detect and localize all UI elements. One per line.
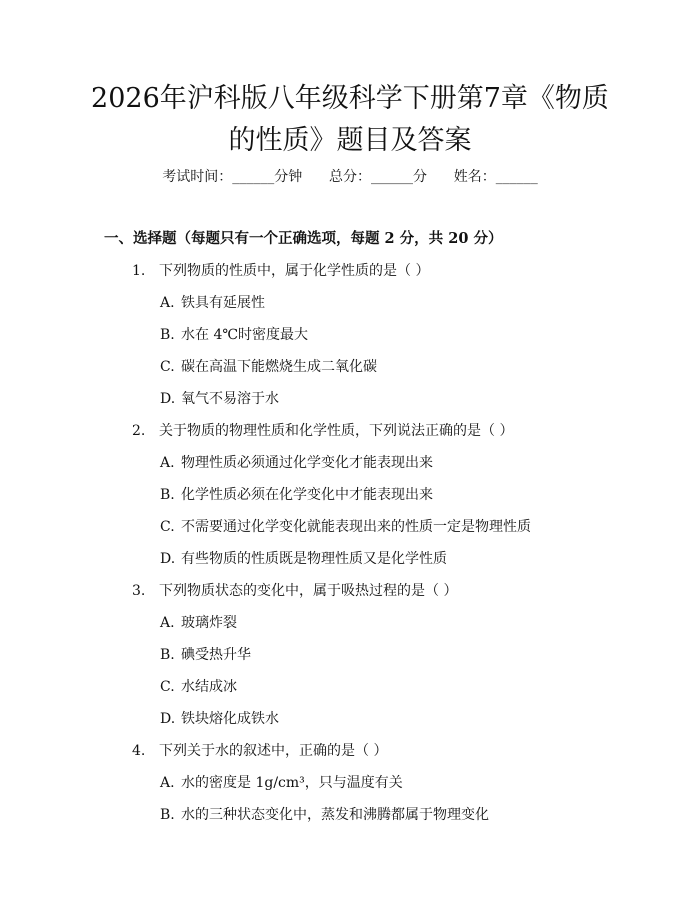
question-text: 下列关于水的叙述中，正确的是（ ） [159, 743, 388, 759]
option-text: 水的密度是 1g/cm³，只与温度有关 [181, 775, 403, 791]
option-1d [160, 389, 279, 409]
option-text: 碳在高温下能燃烧生成二氧化碳 [181, 359, 377, 375]
option-letter: B. [160, 487, 175, 503]
question-number: 1. [132, 263, 146, 279]
option-letter: C. [160, 519, 175, 535]
question-number: 3. [132, 583, 146, 599]
question-2 [132, 421, 513, 441]
question-4 [132, 741, 387, 761]
option-letter: C. [160, 359, 175, 375]
option-text: 铁具有延展性 [181, 295, 265, 311]
option-letter: B. [160, 807, 175, 823]
option-text: 有些物质的性质既是物理性质又是化学性质 [181, 551, 447, 567]
option-1a [160, 293, 265, 313]
option-letter: B. [160, 647, 175, 663]
option-text: 铁块熔化成铁水 [181, 711, 279, 727]
option-letter: A. [160, 455, 175, 471]
option-text: 不需要通过化学变化就能表现出来的性质一定是物理性质 [181, 519, 531, 535]
section-title: 一、选择题（每题只有一个正确选项，每题 2 分，共 20 分） [104, 230, 503, 247]
option-2b [160, 485, 433, 505]
option-3c [160, 677, 237, 697]
option-letter: A. [160, 775, 175, 791]
option-3d [160, 709, 279, 729]
option-4a [160, 773, 403, 793]
option-text: 碘受热升华 [181, 647, 251, 663]
option-1c [160, 357, 377, 377]
option-2d [160, 549, 447, 569]
option-letter: B. [160, 327, 175, 343]
option-letter: D. [160, 551, 176, 567]
option-3a [160, 613, 237, 633]
option-letter: D. [160, 391, 176, 407]
question-3 [132, 581, 457, 601]
question-text: 关于物质的物理性质和化学性质，下列说法正确的是（ ） [159, 423, 514, 439]
exam-meta-line: 考试时间：______分钟 总分：______分 姓名：______ [162, 169, 538, 185]
question-number: 4. [132, 743, 146, 759]
option-text: 水在 4℃时密度最大 [181, 327, 309, 343]
question-number: 2. [132, 423, 146, 439]
option-text: 水的三种状态变化中，蒸发和沸腾都属于物理变化 [181, 807, 489, 823]
title-line-2: 的性质》题目及答案 [228, 125, 472, 156]
question-text: 下列物质的性质中，属于化学性质的是（ ） [159, 263, 430, 279]
option-text: 水结成冰 [181, 679, 237, 695]
option-4b [160, 805, 489, 825]
option-2c [160, 517, 531, 537]
option-letter: A. [160, 295, 175, 311]
option-3b [160, 645, 251, 665]
option-text: 玻璃炸裂 [181, 615, 237, 631]
option-letter: D. [160, 711, 176, 727]
option-text: 化学性质必须在化学变化中才能表现出来 [181, 487, 433, 503]
title-line-1: 2026年沪科版八年级科学下册第7章《物质 [91, 83, 609, 114]
option-text: 物理性质必须通过化学变化才能表现出来 [181, 455, 433, 471]
option-letter: C. [160, 679, 175, 695]
option-letter: A. [160, 615, 175, 631]
document-title [60, 78, 640, 162]
question-text: 下列物质状态的变化中，属于吸热过程的是（ ） [159, 583, 458, 599]
option-2a [160, 453, 433, 473]
question-1 [132, 261, 429, 281]
option-text: 氧气不易溶于水 [181, 391, 279, 407]
option-1b [160, 325, 308, 345]
